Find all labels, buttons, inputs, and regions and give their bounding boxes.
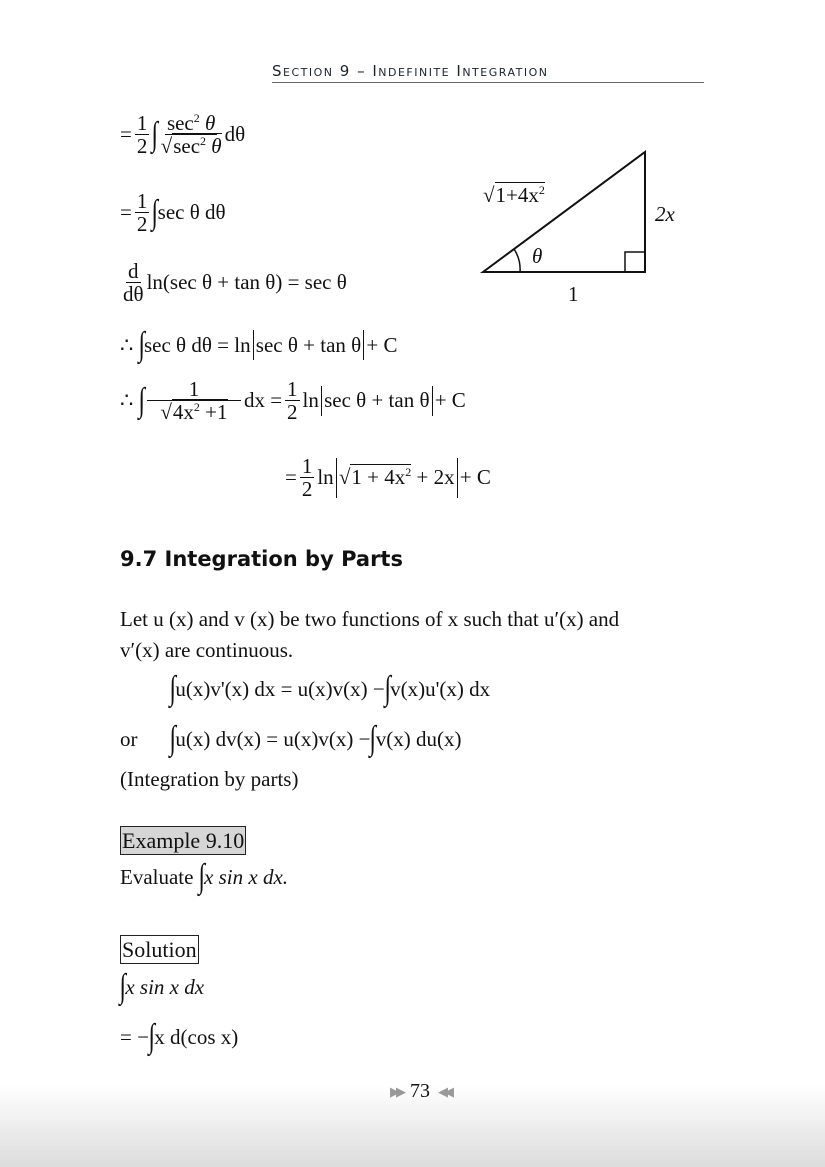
var: θ [205,111,216,135]
fraction [135,190,150,235]
constant: + C [366,332,398,357]
numerator: 1 [136,189,148,213]
page-footer [390,1080,450,1103]
integral-sign: ∫ [369,720,377,757]
solution-label: Solution [122,937,197,962]
text: Evaluate [120,864,194,889]
ln: ln [302,388,319,413]
fraction [147,378,241,423]
text: 4x [172,400,194,425]
expression: v(x) du(x) [375,726,462,751]
fraction [123,260,144,305]
solution-line-2 [120,1020,238,1054]
therefore-symbol: ∴ [120,332,134,357]
solution-line-1 [120,970,204,1004]
numerator [165,112,217,135]
numerator: 1 [287,377,298,401]
equation-line-6 [285,455,491,500]
integral-sign: ∫ [151,115,159,153]
abs-content: sec θ + tan θ [324,388,430,413]
integral-sign: ∫ [384,670,391,707]
expression: x sin x dx [125,974,205,999]
angle-arc [514,249,520,272]
integral-sign: ∫ [138,381,145,419]
triangle-shape [483,152,645,272]
hypotenuse-label: √ $1+4x^2$ [483,182,545,207]
equation-line-4 [120,328,398,362]
expression: u(x) dv(x) = u(x)v(x) − [175,726,371,751]
denominator: 2 [301,477,313,502]
abs-bar [457,458,458,498]
constant: + C [459,465,491,490]
expression: x d(cos x) [154,1024,239,1049]
expression: sec θ dθ [157,200,226,225]
text: sec [166,111,194,135]
example-label: Example 9.10 [122,828,245,853]
numerator: 1 [301,454,313,478]
denominator: 2 [287,400,298,425]
equals: = [120,200,132,225]
sup: 2 [193,111,200,125]
fraction [135,112,150,157]
fraction [161,112,222,157]
numerator: d [128,259,139,283]
sup: 2 [538,183,545,197]
denominator: $√\sec^2$ θ [160,134,222,159]
abs-bar [336,458,337,498]
text: 1 + 4x [351,465,406,490]
fraction [285,378,300,423]
formula-note: (Integration by parts) [120,767,299,791]
text: +1 [205,400,228,425]
var: θ [211,134,222,159]
numerator: 1 [147,378,241,401]
integral-sign: ∫ [151,193,159,231]
equation-line-1 [120,112,245,157]
equals: = [120,122,132,147]
text: sec [173,134,201,159]
equation-line-2 [120,190,226,235]
expression: ln(sec θ + tan θ) = sec θ [146,270,347,295]
right-triangle-diagram [470,145,670,285]
abs-bar [321,386,322,416]
ln: ln [317,465,334,490]
section-heading: 9.7 Integration by Parts [120,547,403,571]
equation-line-3 [120,260,347,305]
paragraph-line-1: Let u (x) and v (x) be two functions of x such that u′(x) and [120,607,620,631]
abs-content: sec θ + tan θ [255,332,362,357]
equals: = [285,465,297,490]
example-prompt [120,860,288,894]
expression: x sin x dx. [204,864,289,889]
sup: 2 [193,400,200,415]
denominator: 2 [136,212,148,237]
expression: v(x)u'(x) dx [390,676,491,701]
double-arrow-left-icon: ◀◀ [438,1083,450,1099]
integration-by-parts-formula [170,672,490,706]
expression: sec θ dθ = ln [143,332,251,357]
integral-sign: ∫ [138,326,145,363]
running-header: Section 9 – Indefinite Integration [272,62,549,80]
integration-by-parts-formula-alt [170,722,462,756]
integral-sign: ∫ [169,670,176,707]
adjacent-label: 1 [568,282,579,306]
double-arrow-right-icon: ▶▶ [390,1083,402,1099]
expression: + 2x [416,465,455,490]
abs-bar [363,330,364,360]
constant: + C [434,388,466,413]
denominator: dθ [123,282,144,307]
numerator: 1 [136,111,148,135]
differential: dx = [243,388,283,413]
integral-sign: ∫ [198,858,205,895]
page-number: 73 [410,1080,430,1102]
expression: u(x)v'(x) dx = u(x)v(x) − [175,676,385,701]
fraction [300,455,315,500]
denominator: 2 [136,134,148,159]
equals: = − [120,1024,149,1049]
or-label: or [120,727,138,751]
abs-bar [253,330,254,360]
root: $√1 + 4x^2$ [338,465,412,490]
sup: 2 [200,134,207,149]
right-angle-marker [625,252,645,272]
abs-bar [432,386,433,416]
denominator: $√4x^2 +1$ [160,400,228,425]
paragraph-line-2: v′(x) are continuous. [120,638,294,662]
header-rule [272,82,704,83]
therefore-symbol: ∴ [120,388,134,413]
integral-sign: ∫ [169,720,176,757]
integral-sign: ∫ [148,1018,155,1055]
opposite-label: 2x [655,202,675,226]
integral-sign: ∫ [119,968,126,1005]
text: 1+4x [495,183,539,207]
differential: dθ [224,122,246,147]
equation-line-5 [120,378,466,423]
sup: 2 [405,465,412,480]
angle-label: θ [532,244,543,268]
